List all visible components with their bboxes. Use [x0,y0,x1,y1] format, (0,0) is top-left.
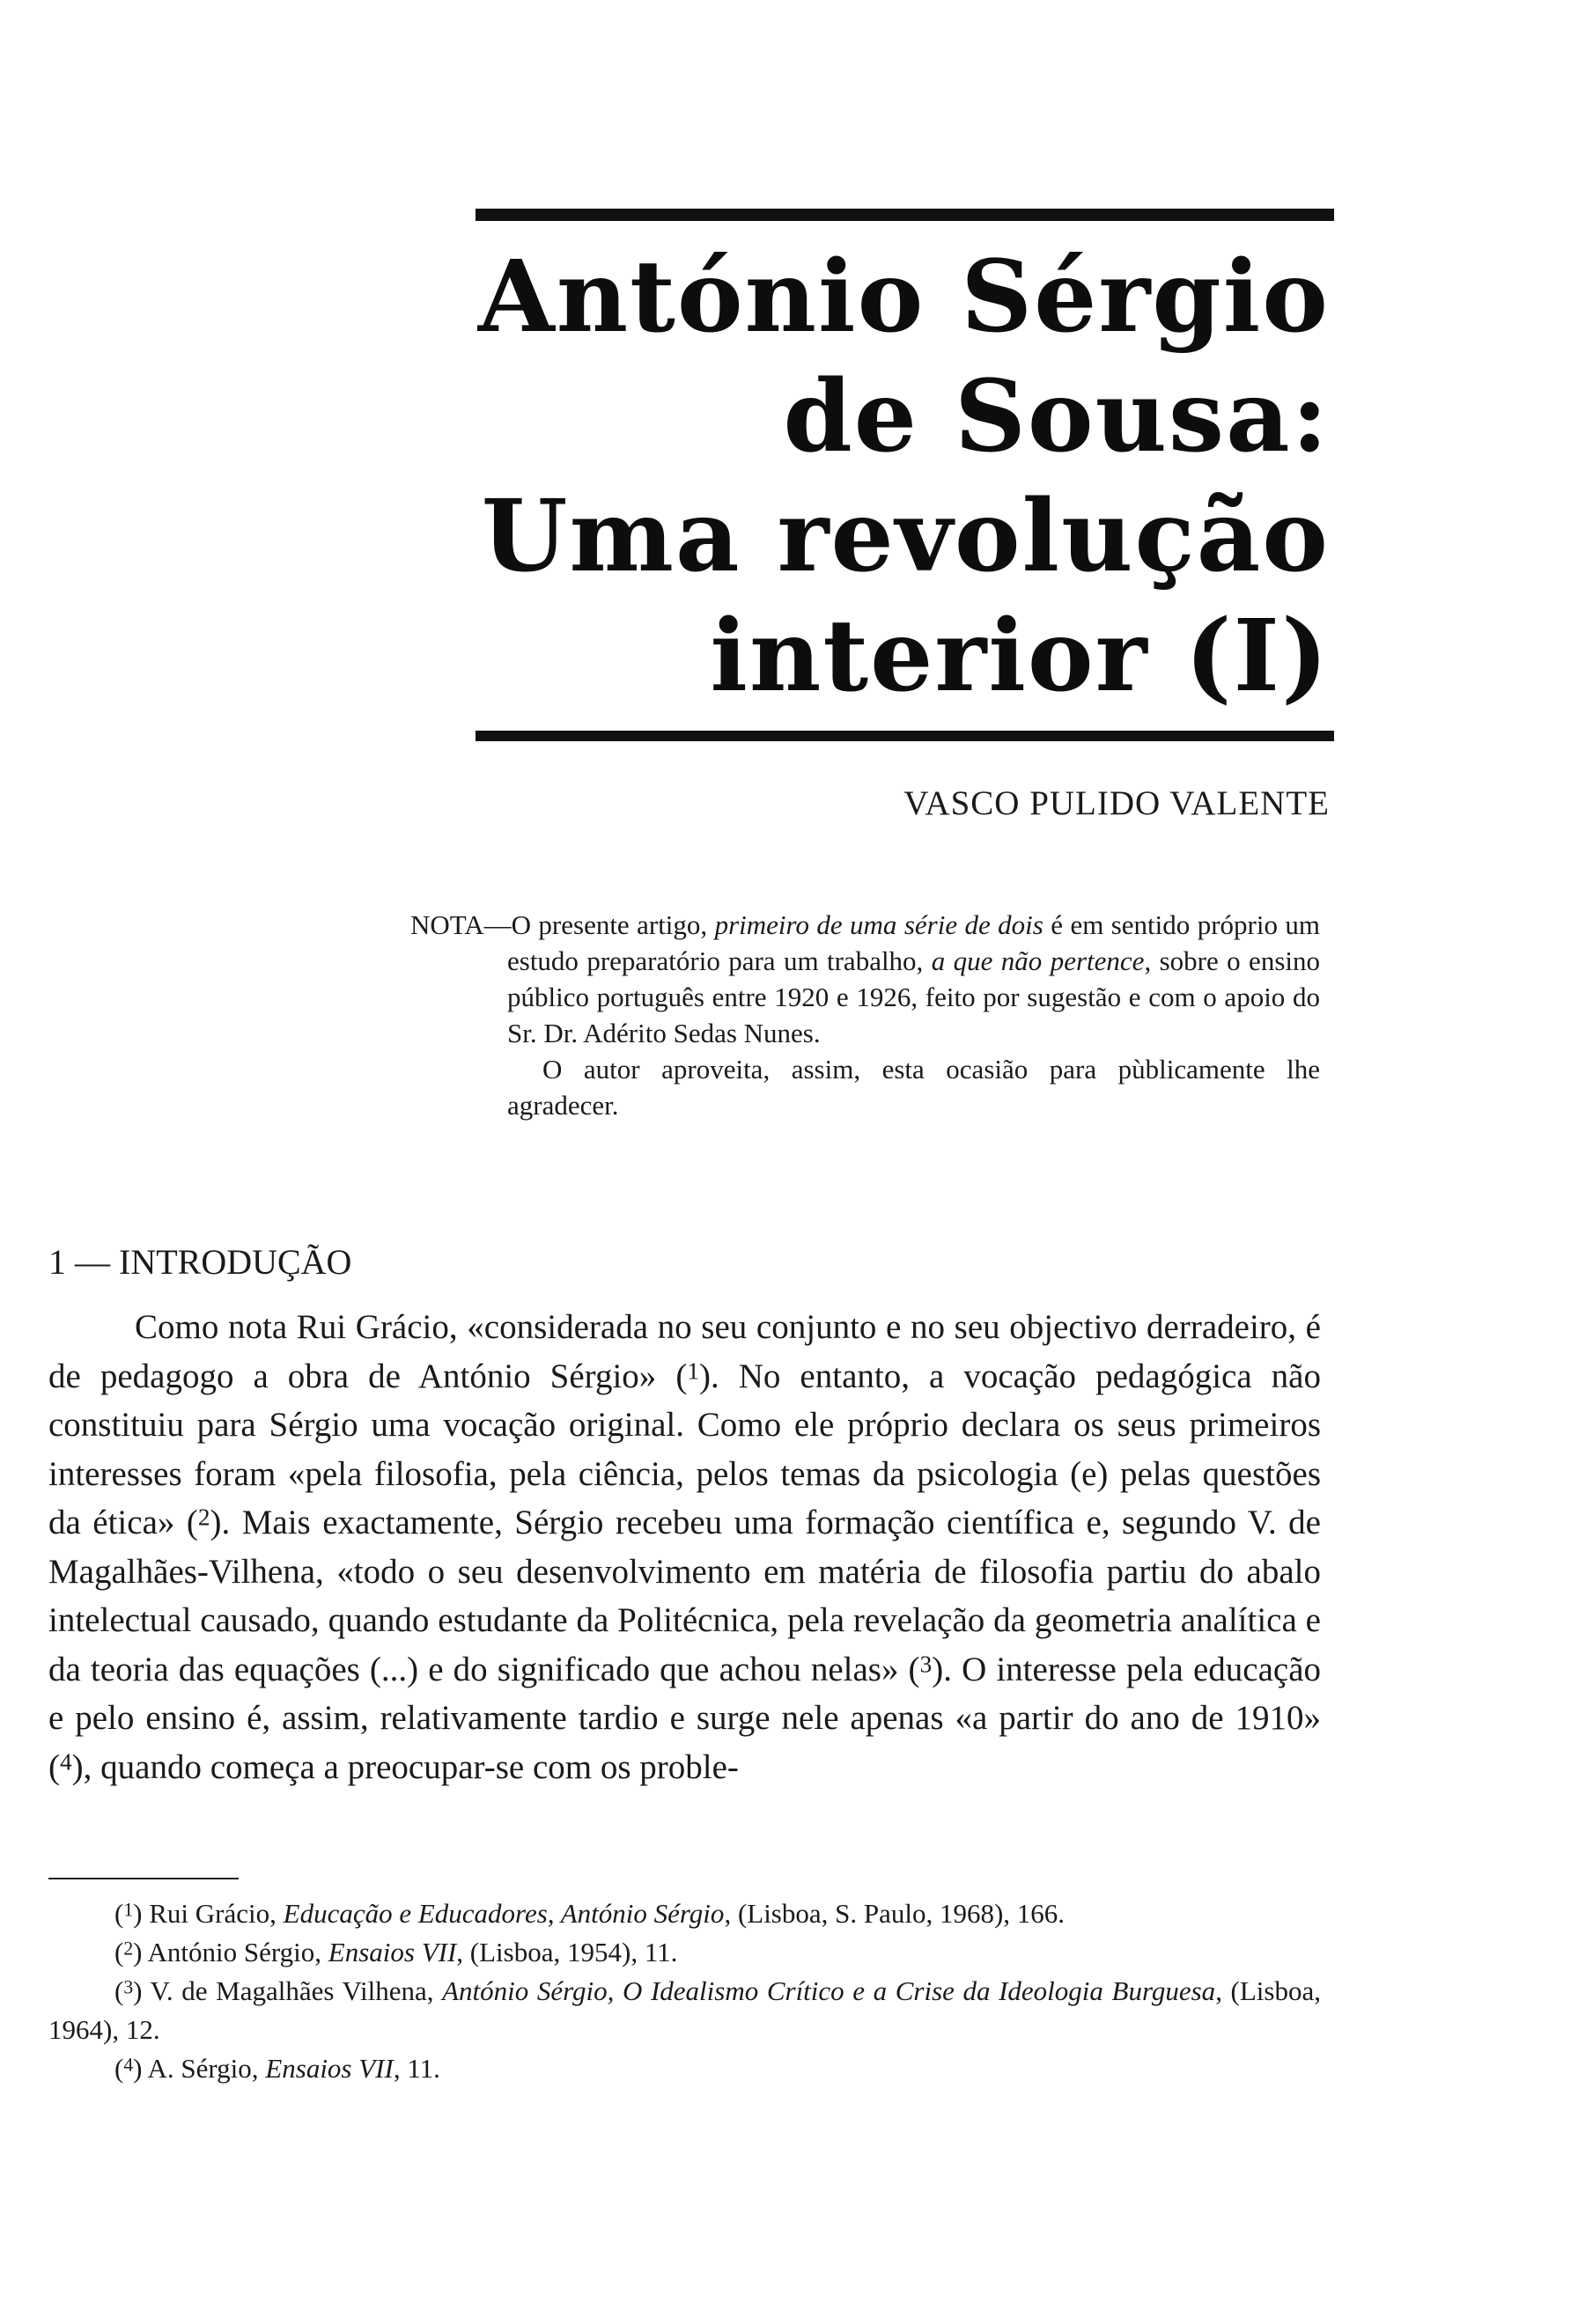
title-line: interior (I) [710,599,1330,714]
author-name: VASCO PULIDO VALENTE [903,784,1330,822]
footnote: ($^3$) V. de Magalhães Vilhena, António Sérgio, O Idealismo Crítico e a Crise da Ideologia Burguesa, (Lisboa, 1964), 12. [48,1975,1321,2045]
body-paragraph: Como nota Rui Grácio, «considerada no seu conjunto e no seu objectivo derradeiro, é de pedagogo a obra de António Sérgio» ($^1$). No entanto, a vocação pedagógica não constituiu para Sérgio uma vocação original. Como ele próprio declara os seus primeiros interesses foram «pela filosofia, pela ciência, pelos temas da psicologia (e) pelas questões da ética» ($^2$). Mais exactamente, Sérgio recebeu uma formação científica e, segundo V. de Magalhães-Vilhena, «todo o seu desenvolvimento em matéria de filosofia partiu do abalo intelectual causado, quando estudante da Politécnica, pela revelação da geometria analítica e da teoria das equações (...) e do significado que achou nelas» ($^3$). O interesse pela educação e pelo ensino é, assim, relativamente tardio e surge nele apenas «a partir do ano de 1910» ($^4$), quando começa a preocupar-se com os proble- [48,1308,1321,1786]
footnote: ($^1$) Rui Grácio, Educação e Educadores, António Sérgio, (Lisboa, S. Paulo, 1968), 166. [114,1898,1066,1929]
title-line: António Sérgio [477,239,1330,355]
footnotes [48,1894,1321,2088]
footnote: ($^4$) A. Sérgio, Ensaios VII, 11. [114,2053,440,2084]
article-title [361,238,1330,717]
footnote-ref: 1 [687,1357,699,1384]
footnote-ref: 2 [197,1504,210,1531]
footnote-ref: 3 [919,1650,933,1677]
italic-text: Educação e Educadores, António Sérgio [283,1898,725,1929]
italic-text: a que não pertence [931,945,1145,976]
footnote-separator [48,1878,239,1879]
footnote-ref: 3 [123,1976,134,1998]
footnote-ref: 2 [123,1938,134,1960]
footnote-ref: 4 [123,2054,134,2076]
section-heading: 1 — INTRODUÇÃO [48,1242,352,1282]
italic-text: Ensaios VII [328,1937,457,1967]
italic-text: primeiro de uma série de dois [714,909,1043,940]
footnote-ref: 1 [123,1899,134,1921]
italic-text: Ensaios VII [265,2053,394,2084]
title-line: de Sousa: [783,359,1330,474]
title-line: Uma revolução [481,479,1330,594]
title-rule-top [476,209,1334,221]
footnote: ($^2$) António Sérgio, Ensaios VII, (Lisboa, 1954), 11. [114,1937,678,1967]
note-paragraph: O autor aproveita, assim, esta ocasião para pùblicamente lhe agradecer. [507,1054,1320,1121]
body-text [48,1303,1321,1791]
italic-text: António Sérgio, O Idealismo Crítico e a Crise da Ideologia Burguesa [442,1975,1216,2006]
note-paragraph: NOTA—O presente artigo, primeiro de uma série de dois é em sentido próprio um estudo preparatório para um trabalho, a que não pertence, sobre o ensino público português entre 1920 e 1926, feito por sugestão e com o apoio do Sr. Dr. Adérito Sedas Nunes. [410,909,1320,1048]
editorial-note [410,907,1320,1123]
title-rule-bottom [476,731,1334,741]
footnote-ref: 4 [60,1747,72,1775]
